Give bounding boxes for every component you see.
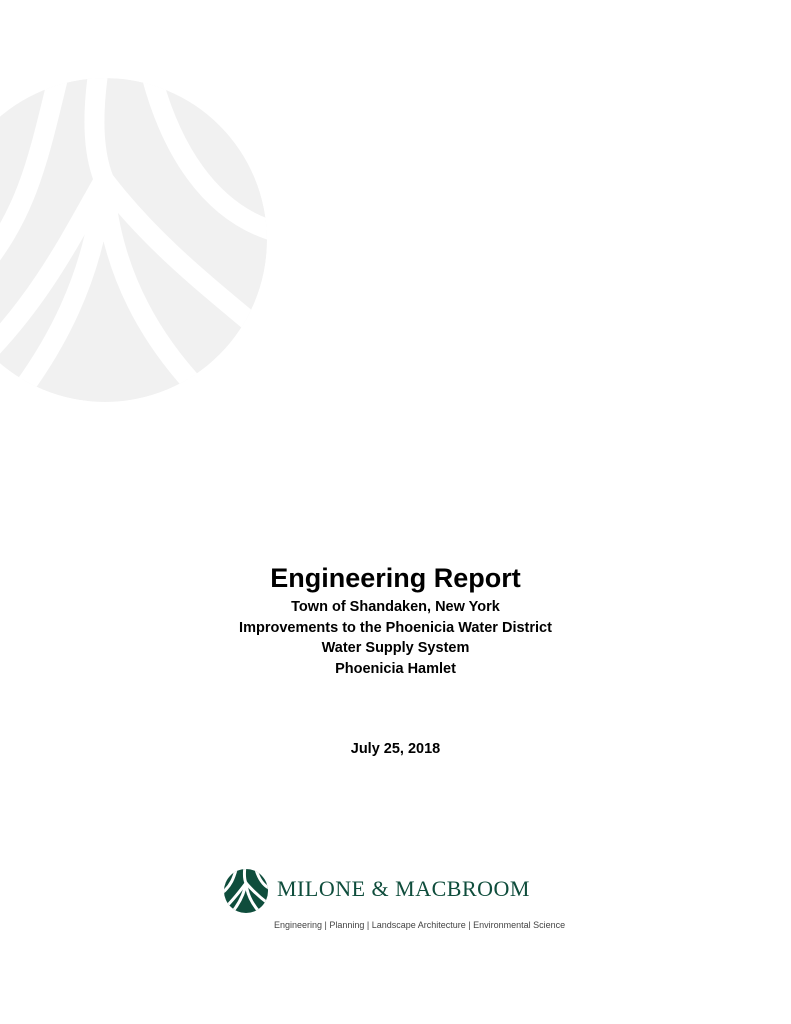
subtitle-line-hamlet: Phoenicia Hamlet xyxy=(335,660,456,677)
title-block xyxy=(0,559,791,679)
company-logo xyxy=(223,868,573,938)
emblem-watermark-icon xyxy=(0,70,270,410)
report-title: Engineering Report xyxy=(270,563,521,593)
subtitle-line-project: Improvements to the Phoenicia Water District xyxy=(239,619,552,636)
company-name: MILONE & MACBROOM xyxy=(277,876,530,901)
subtitle-line-system: Water Supply System xyxy=(321,640,470,656)
company-tagline: Engineering | Planning | Landscape Architecture | Environmental Science xyxy=(274,920,566,930)
milone-macbroom-emblem-icon xyxy=(223,868,269,914)
report-date: July 25, 2018 xyxy=(350,741,441,757)
subtitle-line-town: Town of Shandaken, New York xyxy=(291,599,500,615)
